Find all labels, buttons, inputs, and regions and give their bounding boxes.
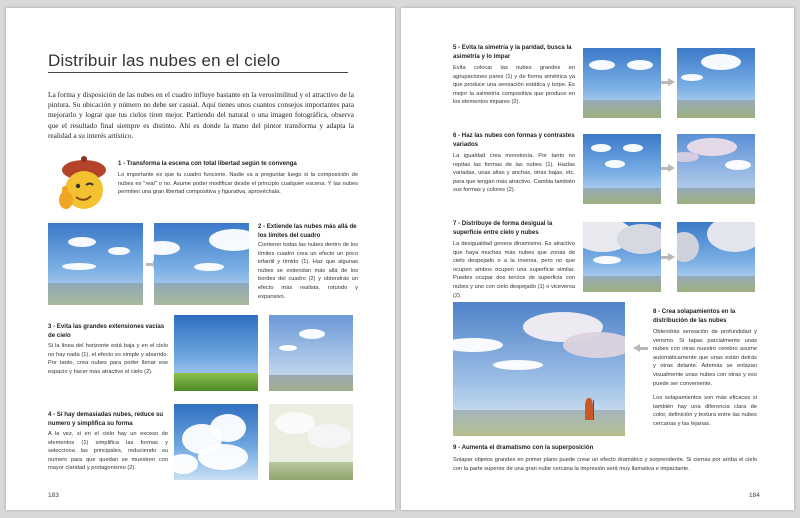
arrow-icon bbox=[668, 164, 675, 172]
section-7-body: La desigualdad genera dinamismo. Es atractivo que haya muchas más nubes que zonas de cielo despejado o a la inversa, pero no que ocupen ambos ocupen una superficie similar. Puedes ocupar dos tercios de superficie con nubes y uno con cielo despejado (1) o viceversa (2). bbox=[453, 241, 575, 299]
left-page bbox=[6, 8, 395, 510]
section-5-image-2 bbox=[677, 48, 755, 118]
section-8-body: Obtendrás sensación de profundidad y verismo. Si tapas parcialmente unas nubes con otras nuestro cerebro asume automáticamente que unas están detrás y otras delante. Además se enlazan visualmente unas nubes con otras y eso puede ser conveniente. bbox=[653, 329, 757, 387]
section-3-image-1 bbox=[174, 315, 258, 391]
section-2-heading: 2 - Extiende las nubes más allá de los límites del cuadro bbox=[258, 223, 357, 239]
section-1-body: Lo importante es que tu cuadro funcione. Nadie va a preguntar luego si la composición de nubes es "real" o no. Asume poder modificar desde el principio cualquier escena. Y las nubes permiten una gran libertad compositiva y figurativa, aprovéchala. bbox=[118, 172, 358, 196]
section-2-image-2 bbox=[154, 223, 249, 305]
section-1-heading: 1 - Transforma la escena con total libertad según te convenga bbox=[118, 160, 297, 167]
section-6-image-1 bbox=[583, 134, 661, 204]
intro-paragraph: La forma y disposición de las nubes en el cuadro influye bastante en la verosimilitud y el atractivo de la pintura. Su ubicación y número no debe ser casual. Aquí tienes unos cuantos consejos importantes para mejorarlo y lograr que tus cielos tiren mejor. Partiendo del natural o una imagen fotográfica, observa que el resultado final siempre es distinto. Ahí es donde la mano del pintor transforma y adapta la realidad a su interés artístico. bbox=[48, 90, 354, 140]
section-2-body: Contener todas las nubes dentro de los límites cuadro crea un efecto un poco infantil y tímido (1). Haz que algunas nubes se extiendan más allá de los bordes del cuadro (2) y obtendrás un efecto más realista, rotundo y expansivo. bbox=[258, 242, 358, 300]
page-number-right: 184 bbox=[749, 492, 760, 499]
section-6-image-2 bbox=[677, 134, 755, 204]
section-9-body: Solapar objetos grandes en primer plano puede crear un efecto dramático y sorprendente. Si cierras por arriba el cielo con la parte superior de una gran nube cercana la impresión será muy llamativa e impactante. bbox=[453, 457, 757, 472]
section-7-image-2 bbox=[677, 222, 755, 292]
section-3-image-2 bbox=[269, 315, 353, 391]
section-5-body: Evita colocar las nubes grandes en agrupaciones pares (1) y de forma simétrica ya que produce una sensación estática y torpe. Es mejor la asimetría compositiva que produce en los elementos impares (2). bbox=[453, 65, 575, 106]
section-8-image bbox=[453, 302, 625, 436]
section-4-image-1 bbox=[174, 404, 258, 480]
right-page bbox=[401, 8, 794, 510]
section-8-body-2: Los solapamientos son más eficaces si también hay una diferencia clara de color, definición y textura entre las nubes cercanas y las lejanas. bbox=[653, 395, 757, 427]
section-7-heading: 7 - Distribuye de forma desigual la superficie entre cielo y nubes bbox=[453, 220, 553, 236]
page-title: Distribuir las nubes en el cielo bbox=[48, 51, 281, 70]
section-9-heading: 9 - Aumenta el dramatismo con la superposición bbox=[453, 444, 594, 451]
section-7-image-1 bbox=[583, 222, 661, 292]
section-6-heading: 6 - Haz las nubes con formas y contrastes variados bbox=[453, 132, 575, 148]
section-8-heading: 8 - Crea solapamientos en la distribución de las nubes bbox=[653, 308, 736, 324]
page-number-left: 183 bbox=[48, 492, 59, 499]
arrow-icon bbox=[633, 344, 640, 352]
section-4-heading: 4 - Si hay demasiadas nubes, reduce su numero y simplifica su forma bbox=[48, 411, 164, 427]
painter-emoji-icon bbox=[50, 156, 110, 212]
title-rule bbox=[48, 72, 348, 73]
section-2-image-1 bbox=[48, 223, 143, 305]
arrow-icon bbox=[668, 78, 675, 86]
section-3-heading: 3 - Evita las grandes extensiones vacías de cielo bbox=[48, 323, 165, 339]
section-3-body: Si la línea del horizonte está baja y en el cielo no hay nada (1), el efecto es simple y aburrido. Por tanto, crea nubes para poder llenar ese espacio y hacer más atractivo el cielo (2). bbox=[48, 343, 168, 375]
section-4-body: A la vez, si en el cielo hay un exceso de elementos (1) simplifica las formas y selecciona las principales, reduciendo su numero para que quedan se muestren con mayor claridad y protagonismo (2). bbox=[48, 431, 168, 472]
arrow-icon bbox=[668, 253, 675, 261]
section-6-body: La igualdad crea monotonía. Por tanto no repitas las formas de las nubes (1). Hazlas variadas, unas altas y anchas, otras bajas, etc. para que tengan más atractivo. Cambia también sus formas y colores (2). bbox=[453, 153, 575, 194]
section-4-image-2 bbox=[269, 404, 353, 480]
section-5-heading: 5 - Evita la simetría y la paridad, busca la asimetría y lo impar bbox=[453, 44, 572, 60]
section-5-image-1 bbox=[583, 48, 661, 118]
